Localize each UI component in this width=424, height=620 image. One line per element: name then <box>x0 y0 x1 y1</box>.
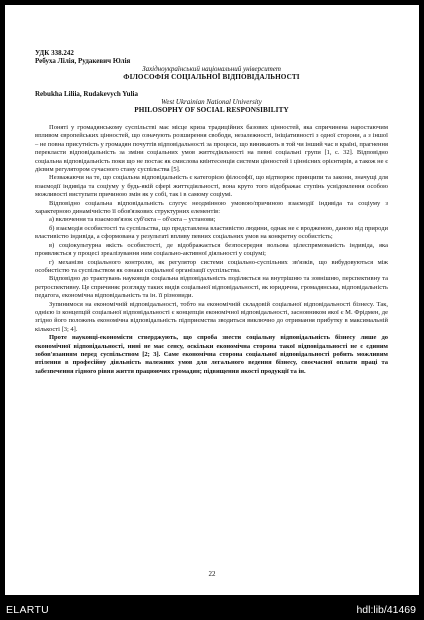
repository-name: ELARTU <box>6 604 50 616</box>
title-en: PHILOSOPHY OF SOCIAL RESPONSIBILITY <box>134 106 289 114</box>
paragraph: Поняті у громадянському суспільстві має місце криза традиційних базових цінностей, яка спричинена наростаючим впливом європейських цінностей, що означують розширення свободи, незалежності, ініціативності з одної сторони, а з іншої – не повна присутність у громадян почуттів відповідальності за процеси, що виникають в той чи інший час в країні, прагнення перекласти відповідальність за зміни соціальних умов життєдіяльності на певні соціальні групи [1, с. 32]. Відповідно соціальна відповідальність поки що не постає як смислова квінтесенція системи цінностей і ціннісних орієнтирів, а також не є дієвим регулятором сучасного стану суспільства [5]. <box>35 124 388 174</box>
title-ua: ФІЛОСОФІЯ СОЦІАЛЬНОЇ ВІДПОВІДАЛЬНОСТІ <box>123 73 300 81</box>
page-number: 22 <box>208 570 216 578</box>
handle-id: hdl:lib/41469 <box>356 604 416 616</box>
list-item: а) включення та взаємозв'язок суб'єкта – об'єкта – установи; <box>49 216 216 224</box>
repository-footer <box>0 596 424 620</box>
list-item: в) соціокультурна якість особистості, де відображається безпосередня вольова цілеспрямованість індивіда, яка проявляється у процесі зреалізування ним соціально-активної діяльності у соціумі; <box>35 241 388 258</box>
paragraph-bold: Проте науковці-економісти стверджують, що спроба звести соціальну відповідальність бізнесу лише до економічної відповідальності, нині не має сенсу, оскільки економічна сторона такої відповідальності не є єдиним зобов'язанням перед суспільством [2; 3]. Саме економічна сторона соціальної відповідальності робить можливим втілення в професійну діяльність належних умов для легального ведення бізнесу, своєчасної оплати праці та забезпечення гідного рівня життя працюючих громадян; підвищення якості продукції та ін. <box>35 334 388 375</box>
paragraph: Відповідно соціальна відповідальність слугує неодмінною умовою/причиною взаємодії індивіда та соціуму з характерною динамічністю її обов'язкових структурних елементів: <box>35 199 388 216</box>
university-en: West Ukrainian National University <box>161 98 262 106</box>
authors-ua: Ребуха Лілія, Рудакевич Юлія <box>35 57 131 65</box>
list-item: б) взаємодія особистості та суспільства, що представлена властивістю людини, однак не є вродженою, даною від природи властивістю індивіда, а сформована у результаті впливу певних соціальних умов на конкретну особистість; <box>35 224 388 241</box>
article <box>35 49 388 376</box>
paragraph: Зупинимося на економічній відповідальності, тобто на економічній складовій соціальної відповідальності бізнесу. Так, однією із концепцій соціальної відповідальності є концепція економічної відповідальності, засновником якої є М. Фрідмен, де згідно його положень економічна відповідальність підприємства зводиться виключно до отримання прибутку в максимальній кількості [3; 4]. <box>35 300 388 333</box>
authors-en: Rebukha Liliia, Rudakevych Yulia <box>35 90 138 98</box>
paragraph: Незважаючи на те, що соціальна відповідальність є категорією філософії, що відтворює принципи та закони, значущі для взаємодії індивіда та соціуму у будь-якій сфері життєдіяльності, вона круто того відображає ступінь усвідомлення особою можливості виступати причиною змін як у собі, так і в самому соціумі. <box>35 174 388 199</box>
udc-code: УДК 338.242 <box>35 49 74 57</box>
article-body <box>35 124 388 376</box>
list-item: г) механізм соціального контролю, як регулятор системи соціально-суспільних зв'язків, що вибудовуються між особистістю та суспільством як ознаки соціальної організації суспільства. <box>35 258 388 274</box>
paragraph: Відповідно до трактувань науковців соціальна відповідальність поділяється на внутрішню та зовнішню, перспективну та ретроспективну. Це спричиняє розгляду таких видів соціальної відповідальності, як юридична, громадянська, відповідальність педагога, економічна відповідальність та ін. її різновиди. <box>35 275 388 300</box>
document-page <box>5 5 419 595</box>
university-ua: Західноукраїнський національний університет <box>142 65 281 73</box>
